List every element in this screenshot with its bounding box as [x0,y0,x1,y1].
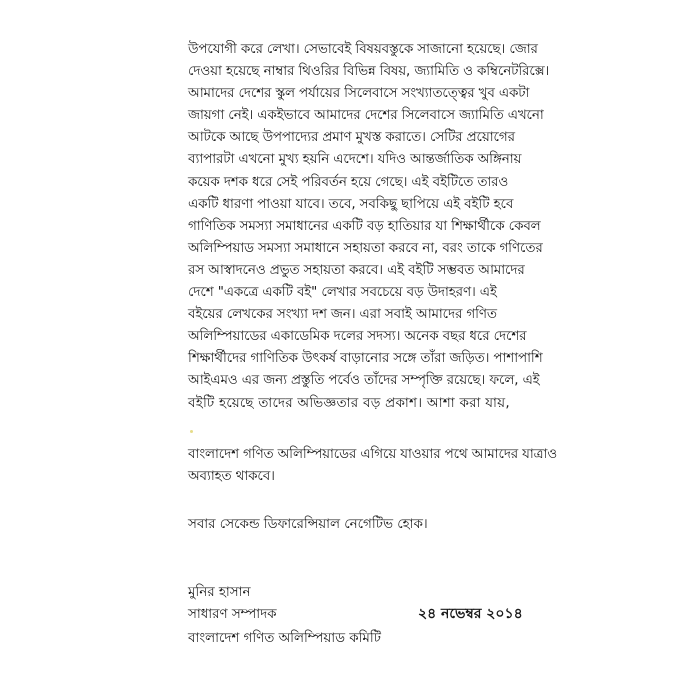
closing-paragraph [188,444,558,488]
letter-date: ২৪ নভেম্বর ২০১৪ [418,606,523,622]
text-line: একটি ধারণা পাওয়া যাবে। তবে, সবকিছু ছাপিয়ে এই বইটি হবে [188,196,514,212]
text-line: অব্যাহত থাকবে। [188,469,275,485]
text-line: আইএমও এর জন্য প্রস্তুতি পর্বেও তাঁদের সম্পৃক্তি রয়েছে। ফলে, এই [188,373,540,389]
text-line: ব্যাপারটা এখনো মুখ্য হয়নি এদেশে। যদিও আন্তর্জাতিক অঙ্গিনায় [188,152,522,168]
ink-speck [190,430,193,433]
text-line: দেশে "একত্রে একটি বই" লেখার সবচেয়ে বড় উদাহরণ। এই [188,285,497,301]
closing-wish: সবার সেকেন্ড ডিফারেন্সিয়াল নেগেটিভ হোক। [188,517,428,532]
text-line: জায়গা নেই। একইভাবে আমাদের দেশের সিলেবাসে জ্যামিতি এখনো [188,108,544,124]
text-line: অলিম্পিয়াড সমস্যা সমাধানে সহায়তা করবে না, বরং তাকে গণিতের [188,240,543,256]
text-line: আমাদের দেশের স্কুল পর্যায়ের সিলেবাসে সংখ্যাতত্ত্বের খুব একটা [188,86,530,102]
text-line: শিক্ষার্থীদের গাণিতিক উৎকর্ষ বাড়ানোর সঙ্গে তাঁরা জড়িত। পাশাপাশি [188,351,543,367]
text-line: রস আস্বাদনেও প্রভুত সহায়তা করবে। এই বইটি সম্ভবত আমাদের [188,262,525,278]
text-line: দেওয়া হয়েছে নাম্বার থিওরির বিভিন্ন বিষয়, জ্যামিতি ও কম্বিনেটরিক্সে। [188,64,550,80]
signatory-organization: বাংলাদেশ গণিত অলিম্পিয়াড কমিটি [188,631,381,646]
text-line: কয়েক দশক ধরে সেই পরিবর্তন হয়ে গেছে। এই বইটিতে তারও [188,174,509,190]
text-line: আটকে আছে উপপাদ্যের প্রমাণ মুখস্ত করাতে। সেটির প্রয়োগের [188,130,515,146]
text-line: বাংলাদেশ গণিত অলিম্পিয়াডের এগিয়ে যাওয়ার পথে আমাদের যাত্রাও [188,447,558,462]
signatory-title: সাধারণ সম্পাদক [188,607,277,622]
text-line: গাণিতিক সমস্যা সমাধানের একটি বড় হাতিয়ার যা শিক্ষার্থীকে কেবল [188,218,541,234]
body-paragraph [188,39,550,415]
signatory-name: মুনির হাসান [188,585,251,600]
text-line: বইটি হয়েছে তাদের অভিজ্ঞতার বড় প্রকাশ। আশা করা যায়, [188,395,510,411]
text-line: অলিম্পিয়াডের একাডেমিক দলের সদস্য। অনেক বছর ধরে দেশের [188,329,527,345]
text-line: বইয়ের লেখকের সংখ্যা দশ জন। এরা সবাই আমাদের গণিত [188,307,497,323]
text-line: উপযোগী করে লেখা। সেভাবেই বিষয়বস্তুকে সাজানো হয়েছে। জোর [188,42,538,57]
